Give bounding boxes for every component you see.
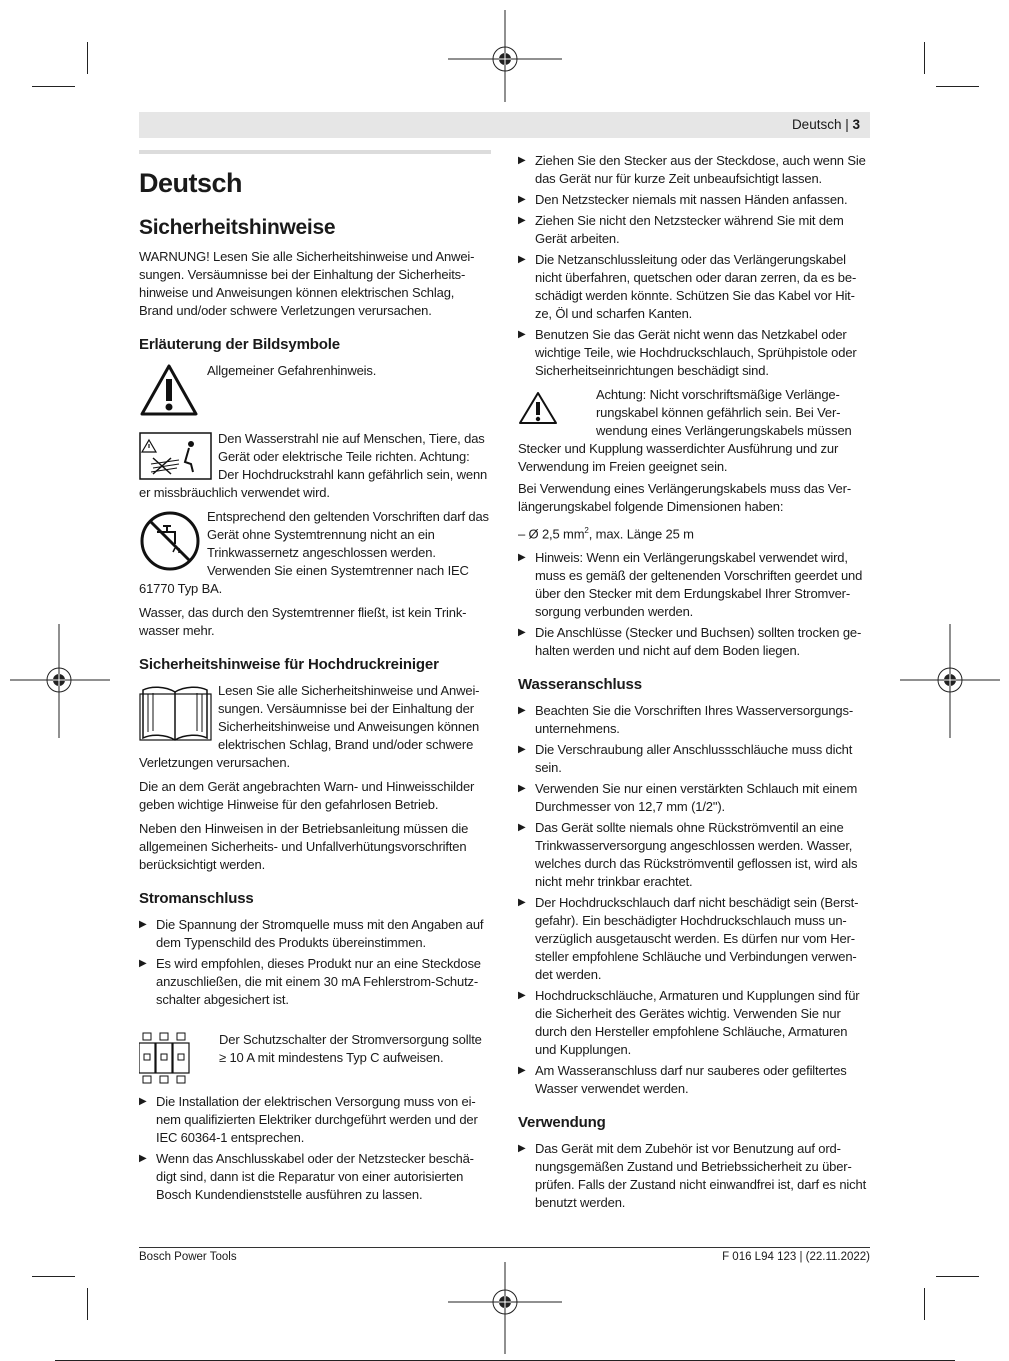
warning-triangle-icon [139, 362, 199, 418]
list-item: ▶ Benutzen Sie das Gerät nicht wenn das Netzkabel oder wichtige Teile, wie Hochdruckschlauch, Sprühpistole oder Sicherheitseinrichtungen beschädigt sind. [518, 327, 857, 378]
arrow-bullet-icon: ▶ [518, 783, 526, 795]
footer-doc-id: F 016 L94 123 | (22.11.2022) [722, 1251, 870, 1263]
section-heading: Sicherheitshinweise [139, 216, 336, 239]
water-heading: Wasseranschluss [518, 676, 642, 694]
crop-mark [87, 42, 88, 74]
extension-dims: – Ø 2,5 $mm^2$, max. Länge 25 m [518, 526, 694, 542]
arrow-bullet-icon: ▶ [139, 958, 147, 969]
registration-mark-bottom [448, 1262, 562, 1354]
read-manual-book-icon [139, 684, 212, 742]
arrow-bullet-icon: ▶ [518, 744, 526, 756]
hp-read-instructions: Lesen Sie alle Sicherheitshinweise und Anwei-sungen. Versäumnisse bei der Einhaltung der Sicherheitshinweise und Anweisungen können elektrischen Schlag, Brand und/oder schwere Verletzungen verursachen. [139, 683, 480, 770]
crop-mark [32, 1276, 75, 1277]
arrow-bullet-icon: ▶ [518, 1143, 526, 1155]
crop-mark [924, 1288, 925, 1320]
power-heading: Stromanschluss [139, 890, 254, 907]
page-number: 3 [852, 117, 860, 132]
left-column [139, 150, 491, 1210]
symbol-water-jet: Den Wasserstrahl nie auf Menschen, Tiere, das Gerät oder elektrische Teile richten. Achtung: Der Hochdruckstrahl kann gefährlich sein, wenn er missbräuchlich verwendet wird. [139, 431, 488, 500]
extension-list [518, 549, 870, 660]
list-item: ▶ Die Anschlüsse (Stecker und Buchsen) sollten trocken ge-halten werden und nicht auf dem Boden liegen. [518, 625, 862, 659]
arrow-bullet-icon: ▶ [518, 215, 526, 226]
registration-mark-left [10, 624, 110, 738]
list-item: ▶ Verwenden Sie nur einen verstärkten Schlauch mit einem Durchmesser von 12,7 mm (1/2"). [518, 781, 858, 815]
crop-mark [936, 1276, 979, 1277]
header-language: Deutsch [791, 117, 842, 132]
list-item: ▶ Hochdruckschläuche, Armaturen und Kupplungen sind für die Sicherheit des Gerätes wichtig. Verwenden Sie nur durch den Hersteller empfohlene Schläuche, Armaturen und Kupplungen. [518, 988, 860, 1058]
registration-mark-top [448, 10, 562, 102]
use-heading: Verwendung [518, 1114, 606, 1132]
symbol-general-danger: Allgemeiner Gefahrenhinweis. [207, 363, 377, 378]
symbol-system-separator: Entsprechend den geltenden Vorschriften darf das Gerät ohne Systemtrennung nicht an ein Trinkwassernetz angeschlossen werden. Verwenden Sie einen Systemtrenner nach IEC 61770 Typ BA. [139, 509, 489, 596]
crop-mark [32, 86, 75, 87]
extension-dims-intro: Bei Verwendung eines Verlängerungskabels muss das Ver-längerungskabel folgende Dimensionen haben: [518, 481, 851, 514]
page-title: Deutsch [139, 168, 243, 198]
list-item: ▶ Die Spannung der Stromquelle muss mit den Angaben auf dem Typenschild des Produkts übereinstimmen. [139, 917, 484, 950]
arrow-bullet-icon: ▶ [518, 705, 526, 717]
arrow-bullet-icon: ▶ [139, 1096, 147, 1107]
arrow-bullet-icon: ▶ [518, 822, 526, 834]
arrow-bullet-icon: ▶ [139, 919, 147, 930]
water-jet-warning-icon [139, 432, 212, 480]
no-drinking-water-icon [139, 510, 201, 572]
warning-triangle-small-icon [518, 390, 558, 426]
arrow-bullet-icon: ▶ [518, 627, 526, 639]
breaker-requirement: Der Schutzschalter der Stromversorgung sollte ≥ 10 A mit mindestens Typ C aufweisen. [219, 1032, 482, 1065]
hp-paragraph-2: Die an dem Gerät angebrachten Warn- und Hinweisschilder geben wichtige Hinweise für den gefahrlosen Betrieb. [139, 779, 475, 812]
crop-mark [924, 42, 925, 74]
registration-mark-right [900, 624, 1000, 738]
list-item: ▶ Es wird empfohlen, dieses Produkt nur an eine Steckdose anzuschließen, die mit einem 30 mA Fehlerstrom-Schutz-schalter abgesichert ist. [139, 956, 481, 1007]
list-item: ▶ Ziehen Sie nicht den Netzstecker während Sie mit dem Gerät arbeiten. [518, 213, 844, 246]
page-header: Deutsch | 3 [139, 112, 870, 138]
list-item: ▶ Die Verschraubung aller Anschlussschläuche muss dicht sein. [518, 742, 853, 776]
power-list-2 [139, 1093, 491, 1204]
hp-heading: Sicherheitshinweise für Hochdruckreiniger [139, 656, 439, 673]
arrow-bullet-icon: ▶ [139, 1153, 147, 1164]
arrow-bullet-icon: ▶ [518, 1065, 526, 1077]
use-list [518, 1140, 870, 1212]
arrow-bullet-icon: ▶ [518, 194, 526, 205]
right-column [518, 150, 870, 1218]
arrow-bullet-icon: ▶ [518, 329, 526, 340]
footer-rule [139, 1247, 870, 1248]
list-item: ▶ Die Installation der elektrischen Versorgung muss von ei-nem qualifizierten Elektriker durchgeführt werden und der IEC 60364-1 entsprechen. [139, 1094, 478, 1145]
list-item: ▶ Den Netzstecker niemals mit nassen Händen anfassen. [518, 192, 848, 207]
power-list-continued [518, 152, 870, 380]
arrow-bullet-icon: ▶ [518, 155, 526, 166]
symbols-heading: Erläuterung der Bildsymbole [139, 336, 340, 353]
arrow-bullet-icon: ▶ [518, 897, 526, 909]
crop-mark [936, 86, 979, 87]
list-item: ▶ Der Hochdruckschlauch darf nicht beschädigt sein (Berst-gefahr). Ein beschädigter Hochdruckschlauch muss un-verzüglich ausgetauscht werden. Es dürfen nur vom Her-steller empfohlene Schläuche und Verbindungen verwen-det werden. [518, 895, 859, 983]
warning-text: WARNUNG! Lesen Sie alle Sicherheitshinweise und Anwei-sungen. Versäumnisse bei der Einhaltung der Sicherheits-hinweise und Anweisungen können elektrischen Schlag, Brand und/oder schwere Verletzungen verursachen. [139, 249, 475, 318]
list-item: ▶ Das Gerät mit dem Zubehör ist vor Benutzung auf ord-nungsgemäßen Zustand und Betriebssicherheit zu über-prüfen. Falls der Zustand nicht einwandfrei ist, darf es nicht benutzt werden. [518, 1141, 867, 1211]
list-item: ▶ Wenn das Anschlusskabel oder der Netzstecker beschä-digt sind, dann ist die Reparatur von einer autorisierten Bosch Kundendienststelle ausführen zu lassen. [139, 1151, 474, 1202]
list-item: ▶ Hinweis: Wenn ein Verlängerungskabel verwendet wird, muss es gemäß der geltenenden Vorschriften geerdet und über den Stecker mit dem Erdungskabel Ihrer Stromver-sorgung verbunden werden. [518, 550, 863, 620]
list-item: ▶ Die Netzanschlussleitung oder das Verlängerungskabel nicht überfahren, quetschen oder daran zerren, da es be-schädigt werden könnte. Schützen Sie das Kabel vor Hit-ze, Öl und scharfen Kanten. [518, 252, 857, 321]
list-item: ▶ Ziehen Sie den Stecker aus der Steckdose, auch wenn Sie das Gerät nur für kurze Zeit unbeaufsichtigt lassen. [518, 153, 866, 186]
list-item: ▶ Am Wasseranschluss darf nur sauberes oder gefiltertes Wasser verwendet werden. [518, 1063, 847, 1097]
footer-brand: Bosch Power Tools [139, 1251, 237, 1263]
circuit-breaker-icon [139, 1031, 213, 1085]
section-rule [139, 150, 491, 154]
arrow-bullet-icon: ▶ [518, 552, 526, 564]
extension-cable-warning: Achtung: Nicht vorschriftsmäßige Verlänge-rungskabel können gefährlich sein. Bei Ver-wendung eines Verlängerungskabels müssen Stecker und Kupplung wasserdichter Ausführung und zur Verwendung im Freien geeignet sein. [518, 387, 852, 474]
arrow-bullet-icon: ▶ [518, 990, 526, 1002]
power-list [139, 916, 491, 1009]
water-note: Wasser, das durch den Systemtrenner fließt, ist kein Trink-wasser mehr. [139, 605, 467, 638]
water-list [518, 702, 870, 1098]
crop-mark [87, 1288, 88, 1320]
hp-paragraph-3: Neben den Hinweisen in der Betriebsanleitung müssen die allgemeinen Sicherheits- und Unfallverhütungsvorschriften berücksichtigt werden. [139, 821, 469, 872]
list-item: ▶ Beachten Sie die Vorschriften Ihres Wasserversorgungs-unternehmens. [518, 703, 854, 737]
list-item: ▶ Das Gerät sollte niemals ohne Rückströmventil an eine Trinkwasserversorgung angeschlossen werden. Wasser, welches durch das Rückströmventil geflossen ist, wird als nicht mehr trinkbar erachtet. [518, 820, 858, 890]
arrow-bullet-icon: ▶ [518, 254, 526, 265]
